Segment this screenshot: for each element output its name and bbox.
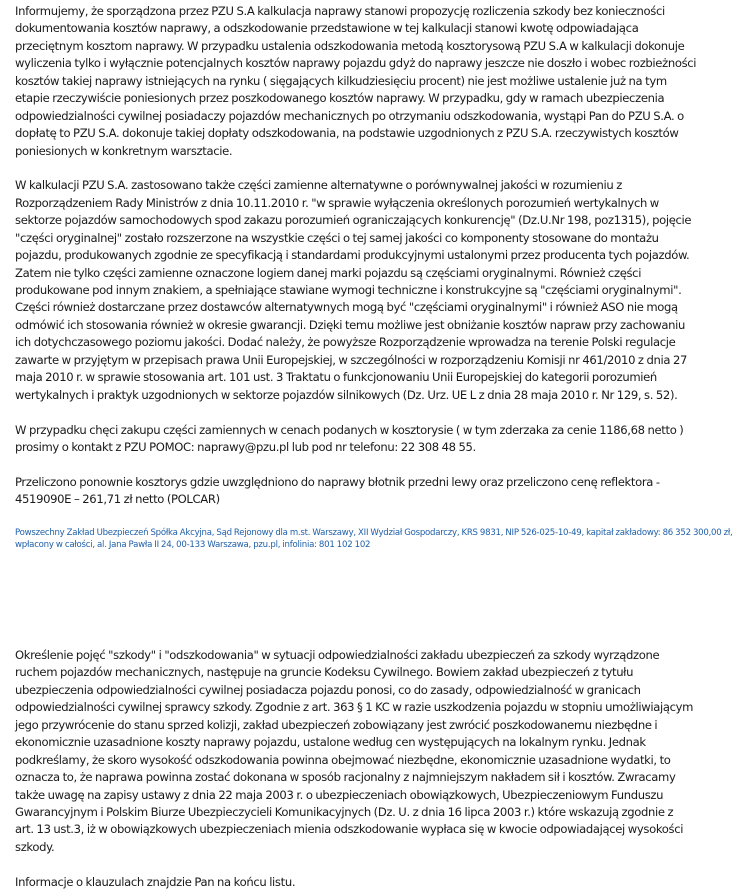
text-line: art. 13 ust.3, iż w obowiązkowych ubezpieczeniach mienia odszkodowanie wypłaca się w kwocie odpowiadającej wysokości xyxy=(15,822,684,837)
paragraph-alternative-parts xyxy=(15,177,733,404)
footer-line: wpłacony w całości, al. Jana Pawła II 24, 00-133 Warszawa, pzu.pl, infolinia: 801 102 102 xyxy=(15,540,371,550)
text-line: wyliczenia tylko i wyłącznie potencjalnych kosztów naprawy pojazdu gdyż do naprawy jeszcze nie doszło i wobec rozbieżności xyxy=(15,56,697,71)
text-line: ich dotychczasowego poziomu jakości. Dodać należy, że powyższe Rozporządzenie wprowadza na terenie Polski regulacje xyxy=(15,335,676,350)
footer-line: Powszechny Zakład Ubezpieczeń Spółka Akcyjna, Sąd Rejonowy dla m.st. Warszawy, XII Wydział Gospodarczy, KRS 9831, NIP 526-025-10-49, kapitał zakładowy: 86 352 300,00 zł, xyxy=(15,528,733,538)
text-line: odmówić ich stosowania również w okresie gwarancji. Dzięki temu możliwe jest obniżanie kosztów napraw przy zachowaniu xyxy=(15,317,686,332)
text-line: podkreślamy, że skoro wysokość odszkodowania powinna obejmować niezbędne, ekonomicznie uzasadnione wydatki, to xyxy=(15,752,671,767)
text-line: wertykalnych i praktyk uzgodnionych w sektorze pojazdów silnikowych (Dz. Urz. UE L z dnia 28 maja 2010 r. Nr 129, s. 52). xyxy=(15,387,678,402)
text-line: produkowane pod innym znakiem, a spełniające stawiane wymogi techniczne i konstrukcyjne są "częściami oryginalnymi". xyxy=(15,283,682,297)
text-line: poniesionych w konkretnym warsztacie. xyxy=(15,143,233,158)
text-line: Informacje o klauzulach znajdzie Pan na końcu listu. xyxy=(15,874,296,889)
paragraph-clauses-info xyxy=(15,874,733,891)
text-line: Gwarancyjnym i Polskim Biurze Ubezpieczycieli Komunikacyjnych (Dz. U. z dnia 16 lipca 2003 r.) które wskazują zgodnie z xyxy=(15,804,674,819)
paragraph-gap xyxy=(15,404,733,421)
text-line: sektorze pojazdów samochodowych spod zakazu porozumień ograniczających konkurencję" (Dz.U.Nr 198, poz1315), pojęcie xyxy=(15,213,692,228)
text-line: odpowiedzialności cywilnej sprawcy szkody. Zgodnie z art. 363 § 1 KC w razie uszkodzenia pojazdu w stopniu umożliwiającym xyxy=(15,700,694,715)
text-line: odpowiedzialności cywilnej posiadaczy pojazdów mechanicznych po otrzymaniu odszkodowania, wystąpi Pan do PZU S.A. o xyxy=(15,108,684,123)
text-line: prosimy o kontakt z PZU POMOC: naprawy@pzu.pl lub pod nr telefonu: 22 308 48 55. xyxy=(15,439,476,454)
text-line: przeciętnym kosztom naprawy. W przypadku ustalenia odszkodowania metodą kosztorysową PZU S.A w kalkulacji dokonuje xyxy=(15,38,685,53)
paragraph-gap xyxy=(15,456,733,473)
paragraph-recalculation xyxy=(15,474,733,509)
text-line: zawarte w przyjętym w przepisach prawa Unii Europejskiej, w szczególności w rozporządzeniu Komisji nr 461/2010 z dnia 27 xyxy=(15,352,688,367)
text-line: szkody. xyxy=(15,839,55,854)
paragraph-gap xyxy=(15,856,733,873)
text-line: także uwagę na zapisy ustawy z dnia 22 maja 2003 r. o ubezpieczeniach obowiązkowych, Ubezpieczeniowym Funduszu xyxy=(15,787,664,802)
text-line: etapie rzeczywiście poniesionych przez poszkodowanego kosztów naprawy. W przypadku, gdy w ramach ubezpieczenia xyxy=(15,91,665,106)
text-line: ekonomicznie uzasadnione koszty naprawy pojazdu, ustalone według cen występujących na lokalnym rynku. Jednak xyxy=(15,735,646,750)
text-line: Określenie pojęć "szkody" i "odszkodowania" w sytuacji odpowiedzialności zakładu ubezpieczeń za szkody wyrządzone xyxy=(15,648,660,662)
text-line: ruchem pojazdów mechanicznych, następuje na gruncie Kodeksu Cywilnego. Bowiem zakład ubezpieczeń z tytułu xyxy=(15,665,634,680)
text-line: jego przywrócenie do stanu sprzed kolizji, zakład ubezpieczeń zobowiązany jest zwrócić poszkodowanemu niezbędne i xyxy=(15,717,658,732)
text-line: Rozporządzeniem Rady Ministrów z dnia 10.11.2010 r. "w sprawie wyłączenia określonych porozumień wertykalnych w xyxy=(15,195,659,210)
text-line: maja 2010 r. w sprawie stosowania art. 101 ust. 3 Traktatu o funkcjonowaniu Unii Europejskiej do kategorii porozumień xyxy=(15,370,657,385)
letter-body-top xyxy=(15,3,733,509)
letter-body-bottom xyxy=(15,647,733,891)
text-line: pojazdu, produkowanych zgodnie ze specyfikacją i standardami produkcyjnymi ustalonymi przez producenta tych pojazdów. xyxy=(15,248,690,263)
paragraph-settlement-info xyxy=(15,3,733,160)
text-line: "części oryginalnej" zostało rozszerzone na wszystkie części o tej samej jakości co komponenty stosowane do montażu xyxy=(15,230,659,245)
text-line: kosztów takiej naprawy istniejących na rynku ( sięgających kilkudziesięciu procent) nie jest możliwe ustalenie już na tym xyxy=(15,73,667,88)
text-line: W kalkulacji PZU S.A. zastosowano także części zamienne alternatywne o porównywalnej jakości w rozumieniu z xyxy=(15,178,622,193)
text-line: Części również dostarczane przez dostawców alternatywnych mogą być "częściami oryginalnymi" i również ASO nie mogą xyxy=(15,300,678,315)
paragraph-parts-purchase xyxy=(15,422,733,457)
text-line: 4519090E – 261,71 zł netto (POLCAR) xyxy=(15,492,220,507)
text-line: ubezpieczenia odpowiedzialności cywilnej posiadacza pojazdu ponosi, co do zasady, odpowiedzialność w granicach xyxy=(15,682,641,697)
text-line: dokumentowania kosztów naprawy, a odszkodowanie przedstawione w tej kalkulacji stanowi kwotę odpowiadająca xyxy=(15,21,639,36)
text-line: Informujemy, że sporządzona przez PZU S.A kalkulacja naprawy stanowi propozycję rozliczenia szkody bez konieczności xyxy=(15,4,665,18)
text-line: oznacza to, że naprawa powinna zostać dokonana w sposób racjonalny z najmniejszym nakładem sił i kosztów. Zwracamy xyxy=(15,770,676,785)
paragraph-gap xyxy=(15,160,733,177)
text-line: Zatem nie tylko części zamienne oznaczone logiem danej marki pojazdu są częściami oryginalnymi. Również części xyxy=(15,265,642,280)
text-line: W przypadku chęci zakupu części zamiennych w cenach podanych w kosztorysie ( w tym zderzaka za cenie 1186,68 netto ) xyxy=(15,422,684,437)
text-line: dopłatę to PZU S.A. dokonuje takiej dopłaty odszkodowania, na podstawie uzgodnionych z PZU S.A. rzeczywistych kosztów xyxy=(15,126,679,141)
text-line: Przeliczono ponownie kosztorys gdzie uwzględniono do naprawy błotnik przedni lewy oraz przeliczono cenę reflektora - xyxy=(15,474,660,489)
paragraph-legal-basis xyxy=(15,647,733,856)
company-footer xyxy=(15,527,733,551)
